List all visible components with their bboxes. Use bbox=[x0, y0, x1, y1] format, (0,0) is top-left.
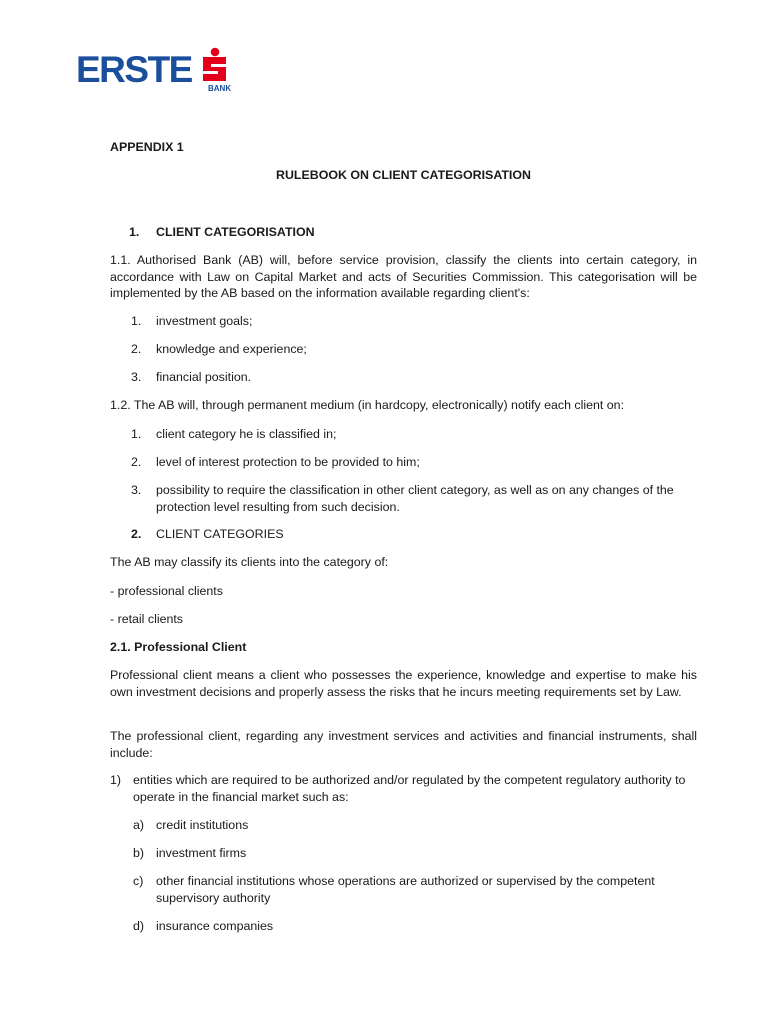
document-title: RULEBOOK ON CLIENT CATEGORISATION bbox=[276, 168, 531, 182]
logo-sub-text: BANK bbox=[208, 84, 232, 93]
professional-client-scope: The professional client, regarding any investment services and activities and financial instruments, shall include: bbox=[110, 729, 697, 760]
appendix-label: APPENDIX 1 bbox=[110, 140, 184, 154]
section-2-1-heading: 2.1. Professional Client bbox=[110, 640, 247, 654]
section-1-1-paragraph: 1.1. Authorised Bank (AB) will, before service provision, classify the clients into certain category, in accordance with Law on Capital Market and acts of Securities Commission. This categorisation will be implemented by the AB based on the information available regarding client's: bbox=[110, 253, 697, 300]
sparkasse-s-icon bbox=[203, 48, 226, 81]
category-retail: - retail clients bbox=[110, 612, 183, 626]
section-2-intro: The AB may classify its clients into the category of: bbox=[110, 555, 389, 569]
logo-brand-text: ERSTE bbox=[76, 49, 192, 90]
section-1-2-paragraph: 1.2. The AB will, through permanent medium (in hardcopy, electronically) notify each client on: bbox=[110, 398, 625, 412]
erste-bank-logo bbox=[74, 42, 234, 94]
professional-client-definition: Professional client means a client who possesses the experience, knowledge and expertise to make his own investment decisions and properly assess the risks that he incurs meeting requirements set by Law. bbox=[110, 668, 697, 699]
category-professional: - professional clients bbox=[110, 584, 223, 598]
